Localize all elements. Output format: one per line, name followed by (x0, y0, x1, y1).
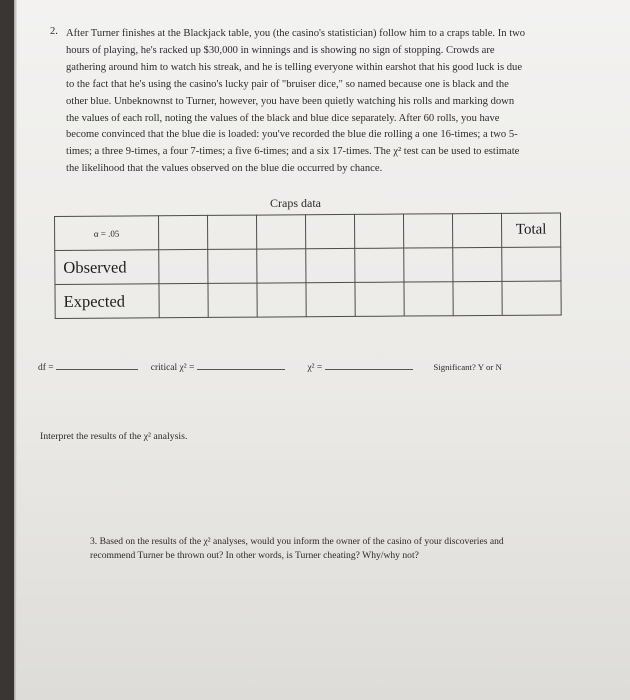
table-cell[interactable] (502, 281, 561, 315)
question-3-line: recommend Turner be thrown out? In other words, is Turner cheating? Why/why not? (90, 550, 419, 561)
row-label-expected: Expected (55, 284, 159, 319)
chi-square-blank[interactable] (325, 360, 413, 370)
table-cell[interactable] (502, 247, 561, 281)
question-3-text (90, 535, 504, 563)
table-cell[interactable] (256, 215, 305, 249)
table-cell[interactable] (257, 283, 306, 317)
table-cell[interactable] (305, 214, 354, 248)
table-cell[interactable] (404, 248, 453, 282)
table-cell[interactable] (159, 215, 208, 249)
table-cell[interactable] (355, 248, 404, 282)
question-2-line: the values of each roll, noting the values of the black and blue dice separately. After 60 rolls, you have (66, 112, 500, 124)
table-row (55, 247, 561, 285)
table-cell[interactable] (452, 213, 501, 247)
question-2-line: the likelihood that the values observed on the blue die occurred by chance. (66, 163, 383, 175)
table-cell[interactable] (207, 215, 256, 249)
stats-line (38, 360, 578, 373)
df-blank[interactable] (56, 360, 138, 370)
table-row (55, 281, 561, 319)
alpha-label: α = .05 (55, 216, 159, 251)
craps-data-table (54, 212, 562, 319)
question-2-number: 2. (50, 26, 58, 37)
table-cell[interactable] (306, 282, 355, 316)
table-cell[interactable] (208, 283, 257, 317)
question-3-line: 3. Based on the results of the χ² analyses, would you inform the owner of the casino of your discoveries and (90, 536, 504, 547)
table-header-row (55, 213, 561, 251)
question-2-line: hours of playing, he's racked up $30,000 in winnings and is showing no sign of stopping. Crowds are (66, 44, 495, 56)
table-cell[interactable] (306, 248, 355, 282)
table-cell[interactable] (355, 282, 404, 316)
table-cell[interactable] (159, 249, 208, 283)
question-2-text (66, 26, 576, 178)
craps-table-title: Craps data (270, 196, 321, 210)
question-2-line: to the fact that he's using the casino's lucky pair of "bruiser dice," so named because one is black and the (66, 78, 509, 90)
chi-square-label: χ² = (307, 363, 323, 373)
table-cell[interactable] (159, 283, 208, 317)
page-edge (14, 0, 17, 700)
total-header: Total (501, 213, 560, 247)
row-label-observed: Observed (55, 250, 159, 285)
critical-chi-label: critical χ² = (150, 363, 195, 373)
table-cell[interactable] (404, 282, 453, 316)
question-2-line: times; a three 9-times, a four 7-times; a five 6-times; and a six 17-times. The χ² test can be used to estimate (66, 146, 520, 158)
question-2-line: other blue. Unbeknownst to Turner, however, you have been quietly watching his rolls and marking down (66, 95, 515, 107)
interpret-prompt: Interpret the results of the χ² analysis. (40, 431, 188, 442)
table-cell[interactable] (403, 214, 452, 248)
question-2-line: gathering around him to watch his streak, and he is telling everyone within earshot that his good luck is due (66, 61, 523, 73)
table-cell[interactable] (453, 247, 502, 281)
critical-chi-blank[interactable] (197, 360, 285, 370)
df-label: df = (38, 363, 54, 373)
table-cell[interactable] (208, 249, 257, 283)
question-2-line: After Turner finishes at the Blackjack table, you (the casino's statistician) follow him to a craps table. In two (66, 28, 526, 39)
table-cell[interactable] (354, 214, 403, 248)
table-cell[interactable] (257, 249, 306, 283)
question-2-line: become convinced that the blue die is loaded: you've recorded the blue die rolling a one 16-times; a two 5- (66, 129, 518, 141)
significant-label: Significant? Y or N (433, 362, 502, 372)
table-cell[interactable] (453, 281, 502, 315)
